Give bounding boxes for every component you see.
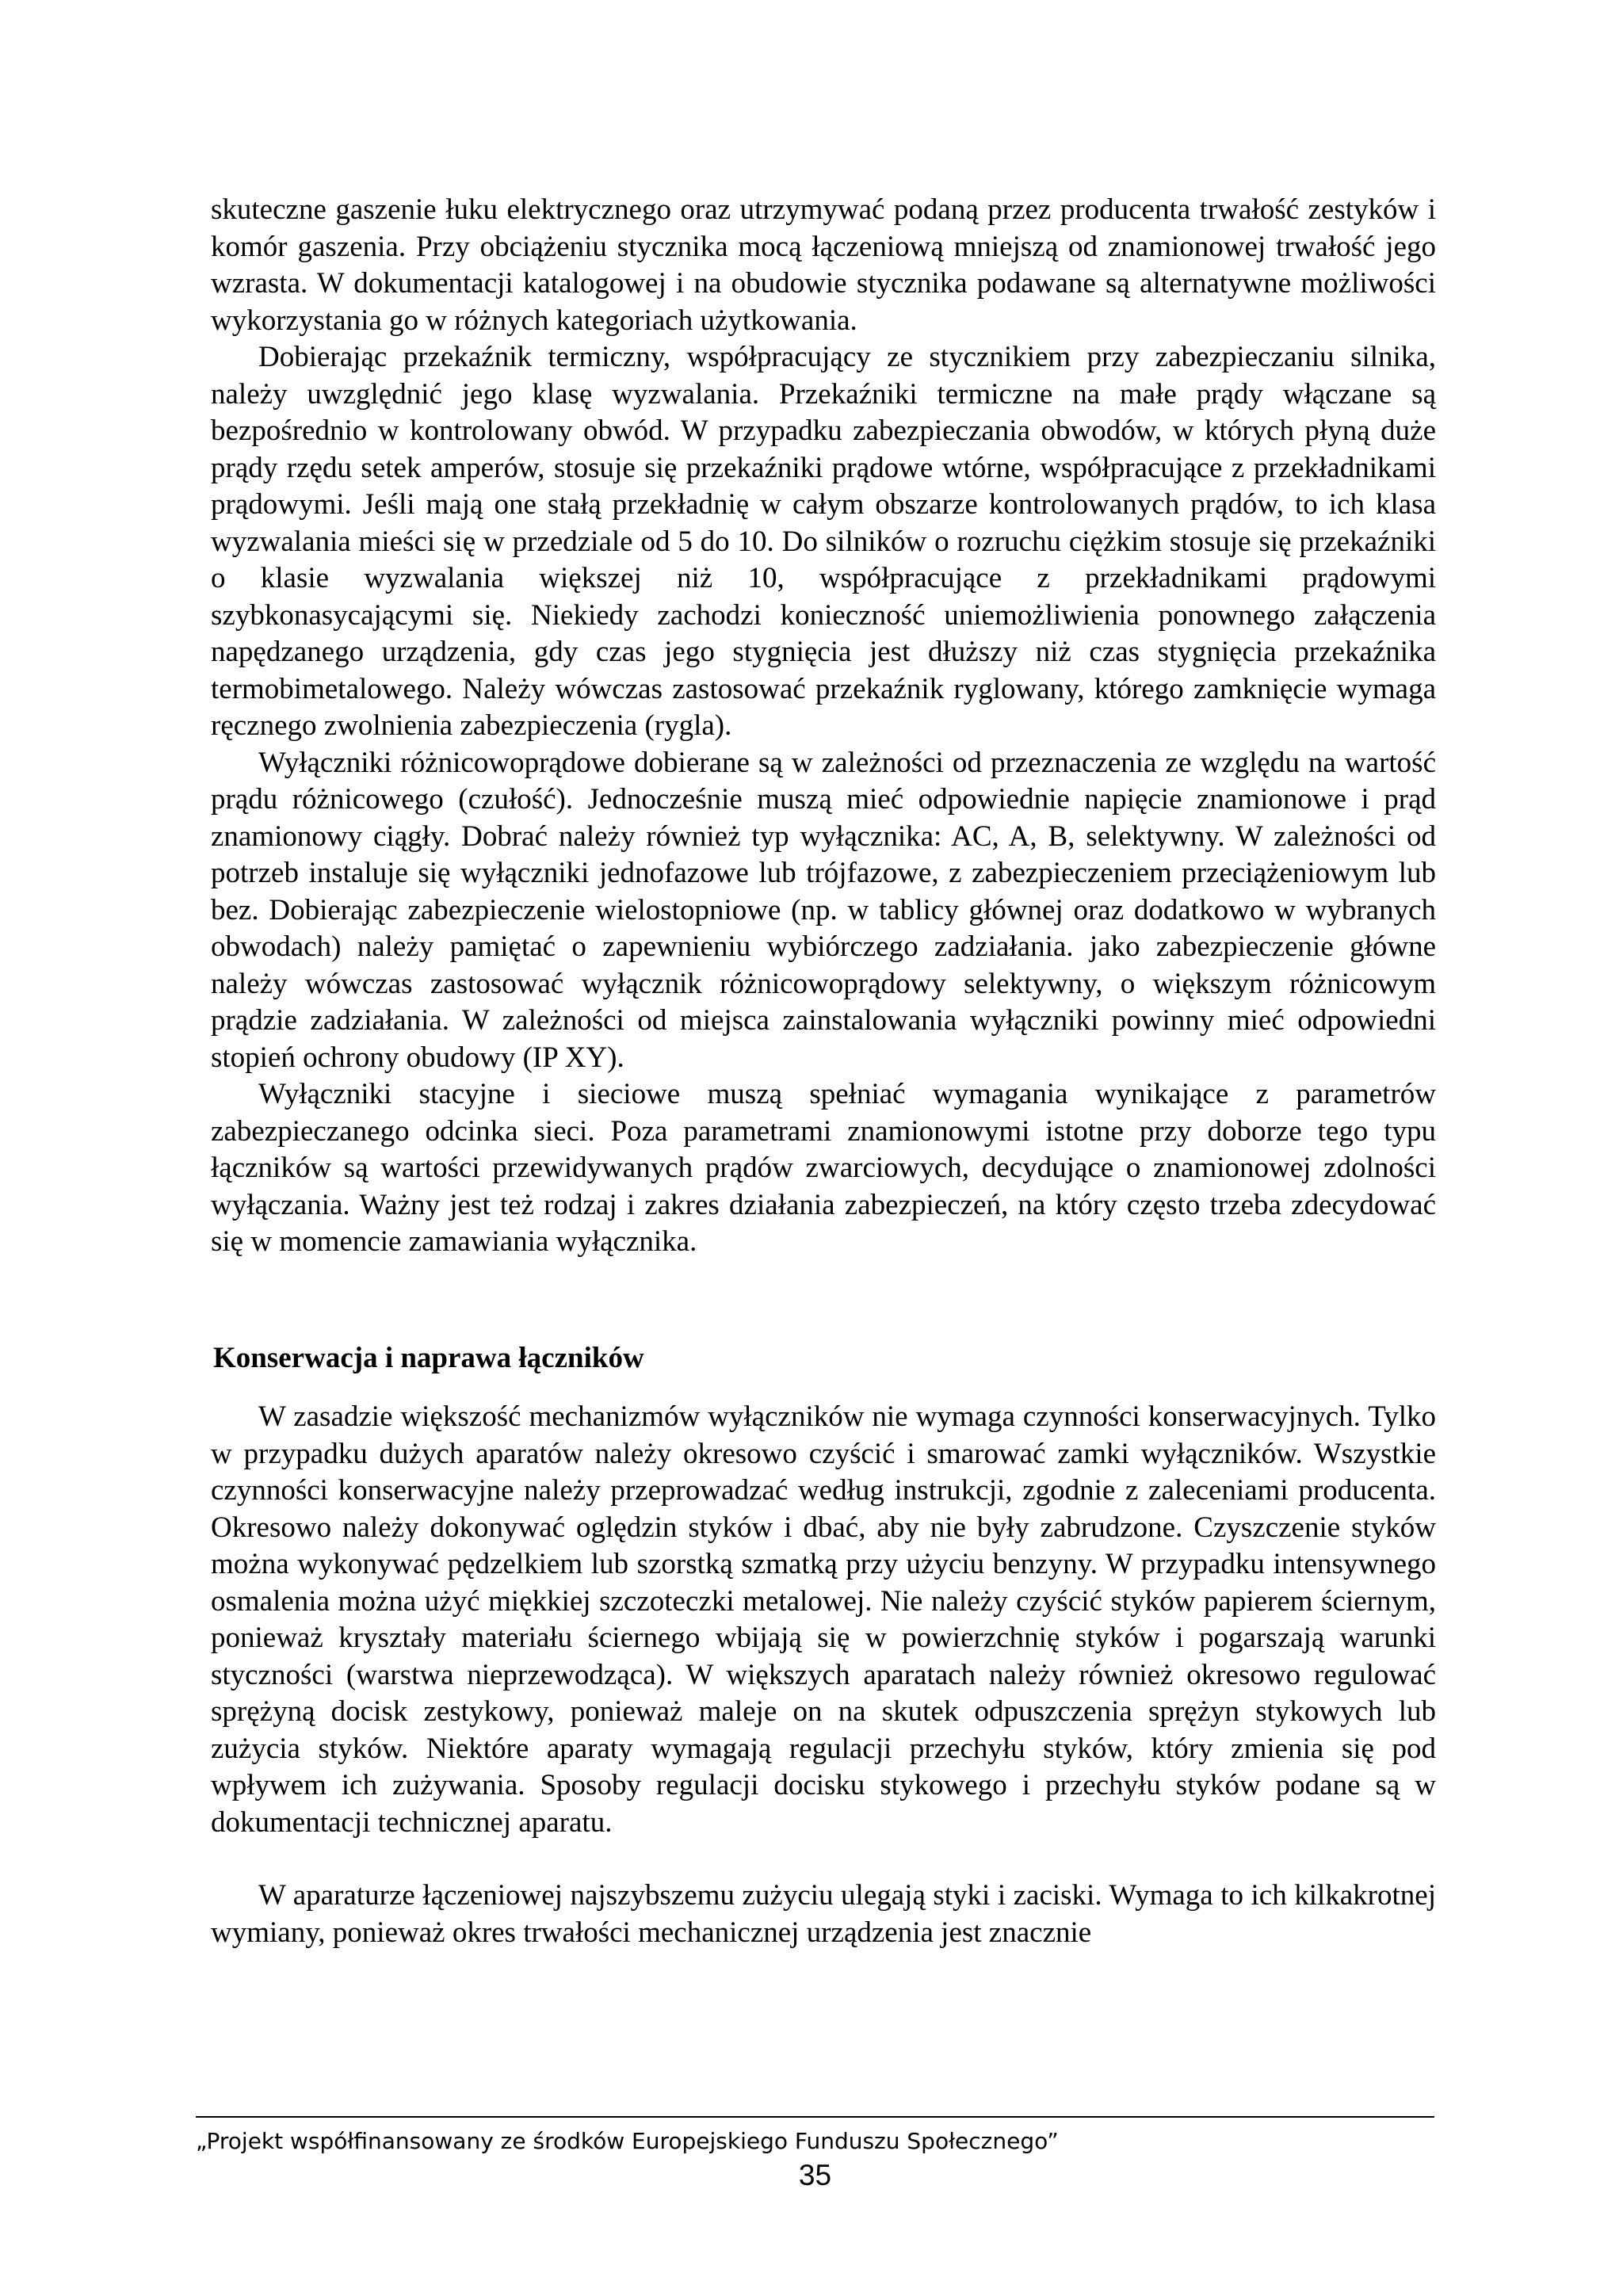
page-body [211, 192, 1436, 1951]
paragraph-spacer [211, 1841, 1436, 1878]
page-number: 35 [798, 2159, 832, 2191]
paragraph-wear: W aparaturze łączeniowej najszybszemu zużyciu ulegają styki i zaciski. Wymaga to ich kilkakrotnej wymiany, ponieważ okres trwałości mechanicznej urządzenia jest znacznie [211, 1879, 1436, 1949]
paragraph-thermal-relay: Dobierając przekaźnik termiczny, współpracujący ze stycznikiem przy zabezpieczaniu silnika, należy uwzględnić jego klasę wyzwalania. Przekaźniki termiczne na małe prądy włączane są bezpośrednio w kontrolowany obwód. W przypadku zabezpieczania obwodów, w których płyną duże prądy rzędu setek amperów, stosuje się przekaźniki prądowe wtórne, współpracujące z przekładnikami prądowymi. Jeśli mają one stałą przekładnię w całym obszarze kontrolowanych prądów, to ich klasa wyzwalania mieści się w przedziale od 5 do 10. Do silników o rozruchu ciężkim stosuje się przekaźniki o klasie wyzwalania większej niż 10, współpracujące z przekładnikami prądowymi szybkonasycającymi się. Niekiedy zachodzi konieczność uniemożliwienia ponownego załączenia napędzanego urządzenia, gdy czas jego stygnięcia jest dłuższy niż czas stygnięcia przekaźnika termobimetalowego. Należy wówczas zastosować przekaźnik ryglowany, którego zamknięcie wymaga ręcznego zwolnienia zabezpieczenia (rygla). [211, 341, 1436, 742]
paragraph-circuit-breaker-lifetime: skuteczne gaszenie łuku elektrycznego oraz utrzymywać podaną przez producenta trwałość zestyków i komór gaszenia. Przy obciążeniu stycznika mocą łączeniową mniejszą od znamionowej trwałość jego wzrasta. W dokumentacji katalogowej i na obudowie stycznika podawane są alternatywne możliwości wykorzystania go w różnych kategoriach użytkowania. [211, 193, 1436, 337]
paragraph-station-breakers: Wyłączniki stacyjne i sieciowe muszą spełniać wymagania wynikające z parametrów zabezpieczanego odcinka sieci. Poza parametrami znamionowymi istotne przy doborze tego typu łączników są wartości przewidywanych prądów zwarciowych, decydujące o znamionowej zdolności wyłączania. Ważny jest też rodzaj i zakres działania zabezpieczeń, na który często trzeba zdecydować się w momencie zamawiania wyłącznika. [211, 1078, 1436, 1258]
section-heading: Konserwacja i naprawa łączników [213, 1341, 644, 1374]
section-spacer [211, 1261, 1436, 1340]
footer-funding-note: „Projekt współfinansowany ze środków Europejskiego Funduszu Społecznego” [196, 2128, 1059, 2154]
footer-divider [196, 2116, 1434, 2118]
page-footer [196, 2116, 1434, 2192]
paragraph-maintenance: W zasadzie większość mechanizmów wyłączników nie wymaga czynności konserwacyjnych. Tylko w przypadku dużych aparatów należy okresowo czyścić i smarować zamki wyłączników. Wszystkie czynności konserwacyjne należy przeprowadzać według instrukcji, zgodnie z zaleceniami producenta. Okresowo należy dokonywać oględzin styków i dbać, aby nie były zabrudzone. Czyszczenie styków można wykonywać pędzelkiem lub szorstką szmatką przy użyciu benzyny. W przypadku intensywnego osmalenia można użyć miękkiej szczoteczki metalowej. Nie należy czyścić styków papierem ściernym, ponieważ kryształy materiału ściernego wbijają się w powierzchnię styków i pogarszają warunki styczności (warstwa nieprzewodząca). W większych aparatach należy również okresowo regulować sprężyną docisk zestykowy, ponieważ maleje on na skutek odpuszczenia sprężyn stykowych lub zużycia styków. Niektóre aparaty wymagają regulacji przechyłu styków, który zmienia się pod wpływem ich zużywania. Sposoby regulacji docisku stykowego i przechyłu styków podane są w dokumentacji technicznej aparatu. [211, 1400, 1436, 1839]
paragraph-rcd-selection: Wyłączniki różnicowoprądowe dobierane są w zależności od przeznaczenia ze względu na wartość prądu różnicowego (czułość). Jednocześnie muszą mieć odpowiednie napięcie znamionowe i prąd znamionowy ciągły. Dobrać należy również typ wyłącznika: AC, A, B, selektywny. W zależności od potrzeb instaluje się wyłączniki jednofazowe lub trójfazowe, z zabezpieczeniem przeciążeniowym lub bez. Dobierając zabezpieczenie wielostopniowe (np. w tablicy głównej oraz dodatkowo w wybranych obwodach) należy pamiętać o zapewnieniu wybiórczego zadziałania. jako zabezpieczenie główne należy wówczas zastosować wyłącznik różnicowoprądowy selektywny, o większym różnicowym prądzie zadziałania. W zależności od miejsca zainstalowania wyłączniki powinny mieć odpowiedni stopień ochrony obudowy (IP XY). [211, 746, 1436, 1074]
